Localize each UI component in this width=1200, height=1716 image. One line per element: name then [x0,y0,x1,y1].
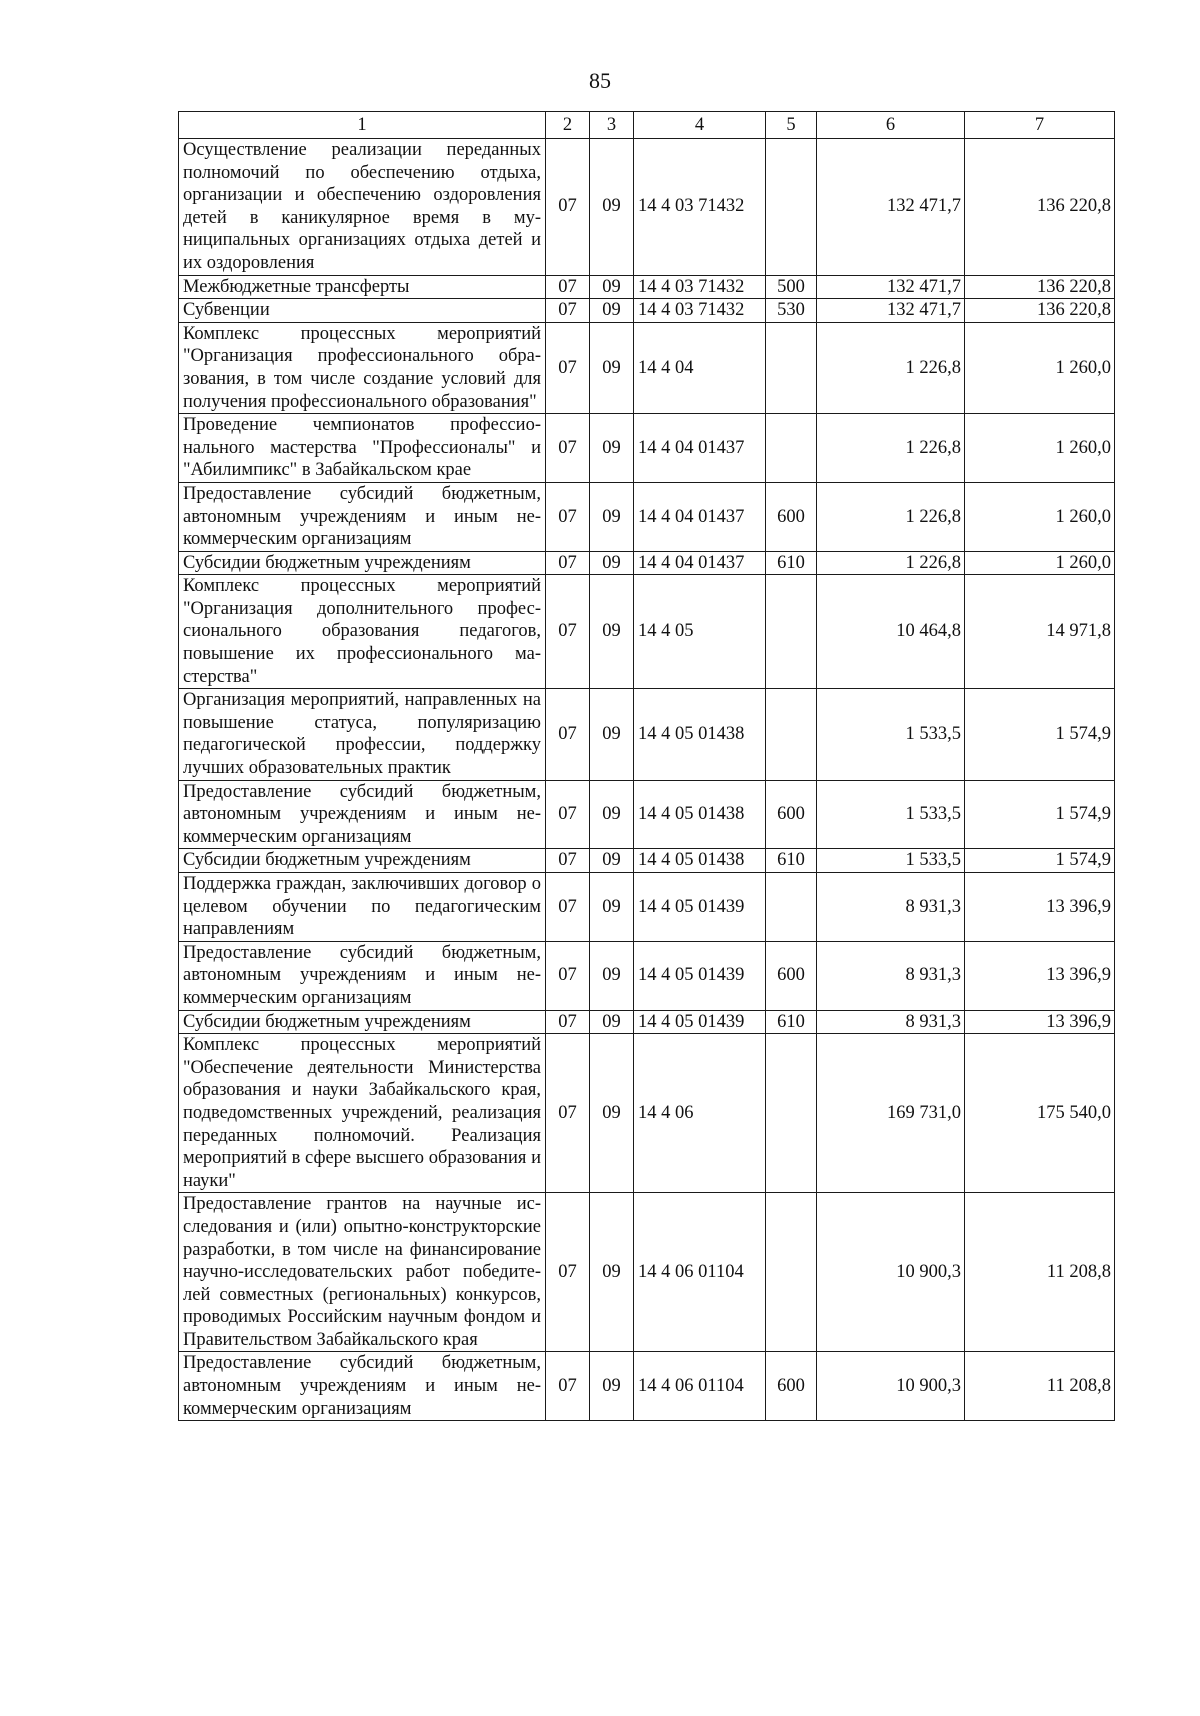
row-target-article-cell: 14 4 06 01104 [634,1352,766,1421]
row-expense-type-cell: 500 [766,275,817,299]
row-name-cell: Поддержка граждан, заключивших договор о целевом обучении по педагогическим направлениям [179,873,546,942]
row-name-cell: Организация мероприятий, направленных на повышение статуса, популяризацию педагогической профессии, поддержку лучших образовательных практик [179,689,546,780]
table-row [179,139,1115,276]
row-year-1-cell: 8 931,3 [817,873,965,942]
row-section-cell: 07 [546,575,590,689]
row-year-1-cell: 10 464,8 [817,575,965,689]
row-name-cell: Межбюджетные трансферты [179,275,546,299]
row-section-cell: 07 [546,780,590,849]
row-subsection-cell: 09 [590,575,634,689]
row-target-article-cell: 14 4 05 01438 [634,689,766,780]
row-year-1-cell: 1 226,8 [817,551,965,575]
row-subsection-cell: 09 [590,941,634,1010]
row-year-2-cell: 1 574,9 [965,689,1115,780]
row-section-cell: 07 [546,139,590,276]
row-subsection-cell: 09 [590,1193,634,1352]
row-expense-type-cell: 600 [766,780,817,849]
row-expense-type-cell [766,139,817,276]
row-section-cell: 07 [546,873,590,942]
row-target-article-cell: 14 4 03 71432 [634,139,766,276]
row-year-2-cell: 11 208,8 [965,1193,1115,1352]
budget-table [178,111,1115,1421]
table-row [179,689,1115,780]
row-year-2-cell: 136 220,8 [965,299,1115,323]
row-name-cell: Предоставление грантов на научные исследования и (или) опытно-конструкторские разработки, в том числе на финансирование научно-исследовательских работ победителей совместных (региональных) конкурсов, проводимых Российским научным фондом и Правительством Забайкальского края [179,1193,546,1352]
row-year-1-cell: 1 226,8 [817,322,965,413]
table-row [179,575,1115,689]
row-section-cell: 07 [546,482,590,551]
row-year-2-cell: 1 574,9 [965,849,1115,873]
header-cell-target-article: 4 [634,112,766,139]
table-row [179,1193,1115,1352]
table-row [179,1352,1115,1421]
header-cell-subsection: 3 [590,112,634,139]
row-subsection-cell: 09 [590,551,634,575]
row-target-article-cell: 14 4 05 01439 [634,941,766,1010]
row-section-cell: 07 [546,1193,590,1352]
row-subsection-cell: 09 [590,1352,634,1421]
row-subsection-cell: 09 [590,482,634,551]
header-row [179,112,1115,139]
row-name-cell: Проведение чемпионатов профессионального мастерства "Профессионалы" и "Абилимпикс" в Забайкальском крае [179,414,546,483]
row-expense-type-cell [766,322,817,413]
table-row [179,482,1115,551]
row-name-cell: Комплекс процессных мероприятий "Организация дополнительного профессионального образования педагогов, повышение их профессионального мастерства" [179,575,546,689]
row-subsection-cell: 09 [590,275,634,299]
row-year-2-cell: 1 260,0 [965,482,1115,551]
row-year-1-cell: 1 226,8 [817,482,965,551]
row-year-2-cell: 13 396,9 [965,1010,1115,1034]
row-section-cell: 07 [546,414,590,483]
table-row [179,299,1115,323]
row-year-1-cell: 1 226,8 [817,414,965,483]
row-year-2-cell: 1 260,0 [965,414,1115,483]
row-target-article-cell: 14 4 05 01438 [634,849,766,873]
row-year-1-cell: 10 900,3 [817,1193,965,1352]
table-body [179,139,1115,1421]
row-year-1-cell: 132 471,7 [817,299,965,323]
row-target-article-cell: 14 4 04 01437 [634,414,766,483]
row-year-1-cell: 169 731,0 [817,1034,965,1193]
table-row [179,873,1115,942]
row-name-cell: Комплекс процессных мероприятий "Организация профессионального образования, в том числе создание условий для получения профессионального образования" [179,322,546,413]
row-target-article-cell: 14 4 04 [634,322,766,413]
row-section-cell: 07 [546,551,590,575]
row-year-1-cell: 8 931,3 [817,941,965,1010]
row-section-cell: 07 [546,941,590,1010]
table-row [179,1034,1115,1193]
row-target-article-cell: 14 4 05 01438 [634,780,766,849]
row-name-cell: Предоставление субсидий бюджетным, автономным учреждениям и иным некоммерческим организациям [179,482,546,551]
row-name-cell: Предоставление субсидий бюджетным, автономным учреждениям и иным некоммерческим организациям [179,780,546,849]
table-row [179,414,1115,483]
row-expense-type-cell: 610 [766,849,817,873]
row-year-2-cell: 13 396,9 [965,873,1115,942]
row-expense-type-cell [766,1034,817,1193]
row-year-2-cell: 1 260,0 [965,551,1115,575]
row-expense-type-cell [766,873,817,942]
row-name-cell: Субсидии бюджетным учреждениям [179,551,546,575]
table-row [179,941,1115,1010]
table-row [179,275,1115,299]
row-target-article-cell: 14 4 03 71432 [634,299,766,323]
row-expense-type-cell: 530 [766,299,817,323]
row-section-cell: 07 [546,849,590,873]
row-year-2-cell: 1 574,9 [965,780,1115,849]
row-target-article-cell: 14 4 05 01439 [634,1010,766,1034]
row-year-1-cell: 1 533,5 [817,849,965,873]
row-year-2-cell: 11 208,8 [965,1352,1115,1421]
row-expense-type-cell [766,575,817,689]
row-expense-type-cell: 600 [766,482,817,551]
row-section-cell: 07 [546,275,590,299]
row-year-1-cell: 132 471,7 [817,139,965,276]
row-subsection-cell: 09 [590,322,634,413]
row-subsection-cell: 09 [590,780,634,849]
row-name-cell: Субвенции [179,299,546,323]
table-row [179,551,1115,575]
row-target-article-cell: 14 4 04 01437 [634,551,766,575]
table-row [179,780,1115,849]
row-section-cell: 07 [546,299,590,323]
row-section-cell: 07 [546,1034,590,1193]
row-expense-type-cell [766,689,817,780]
table-row [179,322,1115,413]
row-target-article-cell: 14 4 05 01439 [634,873,766,942]
header-cell-name: 1 [179,112,546,139]
row-subsection-cell: 09 [590,299,634,323]
row-name-cell: Осуществление реализации переданных полномочий по обеспечению отдыха, организации и обеспечению оздоровления детей в каникулярное время в муниципальных организациях отдыха детей и их оздоровления [179,139,546,276]
row-name-cell: Комплекс процессных мероприятий "Обеспечение деятельности Министерства образования и науки Забайкальского края, подведомственных учреждений, реализация переданных полномочий. Реализация мероприятий в сфере высшего образования и науки" [179,1034,546,1193]
row-subsection-cell: 09 [590,1010,634,1034]
table-row [179,849,1115,873]
header-cell-year-2: 7 [965,112,1115,139]
row-subsection-cell: 09 [590,689,634,780]
row-subsection-cell: 09 [590,414,634,483]
row-year-2-cell: 136 220,8 [965,275,1115,299]
row-name-cell: Предоставление субсидий бюджетным, автономным учреждениям и иным некоммерческим организациям [179,941,546,1010]
row-section-cell: 07 [546,689,590,780]
row-section-cell: 07 [546,322,590,413]
header-cell-year-1: 6 [817,112,965,139]
row-target-article-cell: 14 4 06 01104 [634,1193,766,1352]
row-expense-type-cell [766,1193,817,1352]
row-name-cell: Предоставление субсидий бюджетным, автономным учреждениям и иным некоммерческим организациям [179,1352,546,1421]
header-cell-section: 2 [546,112,590,139]
row-subsection-cell: 09 [590,1034,634,1193]
row-target-article-cell: 14 4 06 [634,1034,766,1193]
row-year-2-cell: 1 260,0 [965,322,1115,413]
row-expense-type-cell: 610 [766,1010,817,1034]
row-name-cell: Субсидии бюджетным учреждениям [179,849,546,873]
row-expense-type-cell [766,414,817,483]
row-subsection-cell: 09 [590,139,634,276]
row-year-2-cell: 13 396,9 [965,941,1115,1010]
header-cell-expense-type: 5 [766,112,817,139]
page-number: 85 [589,68,611,93]
row-year-2-cell: 175 540,0 [965,1034,1115,1193]
row-year-2-cell: 136 220,8 [965,139,1115,276]
row-target-article-cell: 14 4 03 71432 [634,275,766,299]
row-subsection-cell: 09 [590,849,634,873]
row-subsection-cell: 09 [590,873,634,942]
row-year-1-cell: 132 471,7 [817,275,965,299]
row-section-cell: 07 [546,1352,590,1421]
row-target-article-cell: 14 4 05 [634,575,766,689]
row-expense-type-cell: 610 [766,551,817,575]
row-year-1-cell: 10 900,3 [817,1352,965,1421]
table-row [179,1010,1115,1034]
row-year-2-cell: 14 971,8 [965,575,1115,689]
row-expense-type-cell: 600 [766,941,817,1010]
row-name-cell: Субсидии бюджетным учреждениям [179,1010,546,1034]
row-year-1-cell: 1 533,5 [817,689,965,780]
row-expense-type-cell: 600 [766,1352,817,1421]
row-section-cell: 07 [546,1010,590,1034]
row-year-1-cell: 8 931,3 [817,1010,965,1034]
row-year-1-cell: 1 533,5 [817,780,965,849]
row-target-article-cell: 14 4 04 01437 [634,482,766,551]
